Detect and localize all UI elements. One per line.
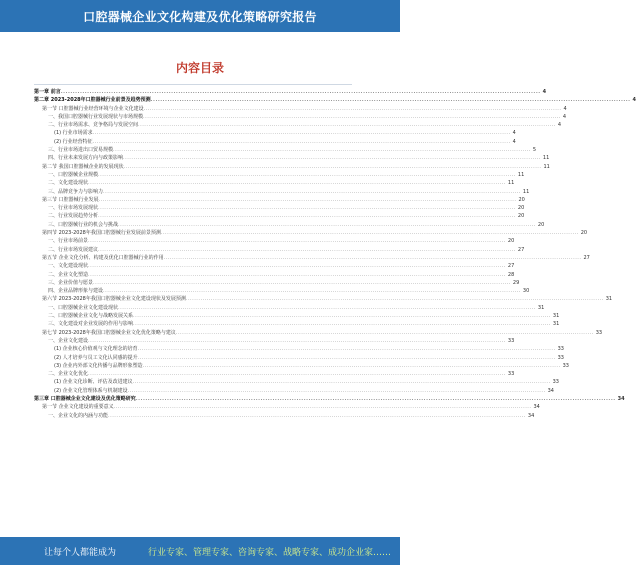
toc-entry-page: 20 <box>580 230 588 237</box>
report-footer <box>0 537 400 565</box>
toc-entry-page: 27 <box>507 263 515 270</box>
toc-leader-dots: ........................................................................................................................................................................................................ <box>132 379 551 386</box>
toc-entry-page: 20 <box>507 238 515 245</box>
toc-leader-dots: ........................................................................................................................................................................................................ <box>138 122 556 129</box>
toc-leader-dots: ........................................................................................................................................................................................................ <box>113 404 532 411</box>
toc-entry-page: 33 <box>557 346 564 353</box>
toc-entry-text: 四、行业未来发展方向与政策影响 <box>48 155 124 162</box>
toc-entry[interactable] <box>34 188 530 196</box>
toc-entry-page: 20 <box>517 205 525 212</box>
toc-entry-page: 33 <box>562 362 569 369</box>
table-of-contents <box>34 88 636 420</box>
toc-entry-text: 二、口腔器械企业文化与战略发展关系 <box>48 313 134 320</box>
toc-entry-page: 20 <box>517 213 525 220</box>
toc-entry-text: 第七节 2023-2028年我国口腔器械企业文化优化策略与建议 <box>42 329 176 336</box>
toc-entry[interactable] <box>34 354 564 362</box>
toc-entry[interactable] <box>34 403 540 411</box>
toc-entry-page: 31 <box>605 296 613 303</box>
toc-leader-dots: ........................................................................................................................................................................................................ <box>123 163 542 170</box>
toc-entry-page: 34 <box>533 404 540 411</box>
toc-entry[interactable] <box>34 395 625 403</box>
toc-leader-dots: ........................................................................................................................................................................................................ <box>103 188 521 195</box>
toc-entry-text: 一、我国口腔器械行业发展现状与市场规模 <box>48 113 144 120</box>
toc-entry-text: 一、企业文化建设 <box>48 337 89 344</box>
toc-entry-page: 33 <box>507 337 515 344</box>
toc-entry[interactable] <box>34 262 515 270</box>
toc-leader-dots: ........................................................................................................................................................................................................ <box>92 138 511 145</box>
toc-entry-page: 31 <box>537 304 545 311</box>
toc-entry[interactable] <box>34 229 588 237</box>
toc-entry-text: (2) 企业文化管理体系与机制建设 <box>54 387 128 394</box>
toc-entry[interactable] <box>34 138 516 146</box>
toc-entry-text: (1) 行业市场需求 <box>54 130 93 137</box>
toc-leader-dots: ........................................................................................................................................................................................................ <box>137 346 556 353</box>
toc-divider <box>34 84 352 85</box>
toc-entry[interactable] <box>34 370 515 378</box>
toc-entry-text: 一、行业市场前景 <box>48 238 89 245</box>
toc-entry-page: 34 <box>527 412 535 419</box>
toc-entry-page: 4 <box>557 122 562 129</box>
toc-entry-page: 31 <box>552 321 560 328</box>
toc-entry-page: 30 <box>522 288 530 295</box>
toc-entry[interactable] <box>34 113 567 121</box>
toc-entry-text: 第一章 前言 <box>34 89 61 95</box>
toc-entry[interactable] <box>34 320 560 328</box>
toc-entry[interactable] <box>34 362 569 370</box>
toc-entry-text: 一、文化建设现状 <box>48 263 89 270</box>
toc-entry-page: 34 <box>547 387 554 394</box>
toc-entry-page: 28 <box>507 271 515 278</box>
toc-entry-page: 29 <box>512 279 520 286</box>
toc-entry-page: 4 <box>542 89 547 95</box>
toc-entry-text: 第一节 企业文化建设的重要意义 <box>42 404 114 411</box>
toc-entry-page: 11 <box>522 188 530 195</box>
toc-leader-dots: ........................................................................................................................................................................................................ <box>160 230 579 237</box>
toc-entry-page: 4 <box>632 97 636 104</box>
toc-entry-text: 第三节 口腔器械行业发展 <box>42 196 99 203</box>
toc-entry-text: 第六节 2023-2028年我国口腔器械企业文化建设现状及发展预测 <box>42 296 186 303</box>
toc-leader-dots: ........................................................................................................................................................................................................ <box>150 97 631 104</box>
toc-leader-dots: ........................................................................................................................................................................................................ <box>108 412 526 419</box>
toc-entry-text: 第一节 口腔器械行业经营环境与企业文化建设 <box>42 105 144 112</box>
toc-entry[interactable] <box>34 154 550 162</box>
toc-entry[interactable] <box>34 171 525 179</box>
toc-leader-dots: ........................................................................................................................................................................................................ <box>93 279 511 286</box>
toc-entry[interactable] <box>34 337 515 345</box>
toc-entry[interactable] <box>34 279 520 287</box>
toc-entry-text: 三、文化建设对企业发展的作用与影响 <box>48 321 134 328</box>
toc-entry[interactable] <box>34 204 525 212</box>
toc-entry-text: 三、品牌竞争力与影响力 <box>48 188 104 195</box>
toc-heading: 内容目录 <box>175 61 224 75</box>
report-title: 口腔器械企业文化构建及优化策略研究报告 <box>83 9 317 24</box>
toc-entry[interactable] <box>34 121 562 129</box>
toc-entry-text: 三、口腔器械行业的机会与挑战 <box>48 221 119 228</box>
toc-entry[interactable] <box>34 179 515 187</box>
toc-entry-page: 4 <box>563 105 567 112</box>
toc-leader-dots: ........................................................................................................................................................................................................ <box>142 362 561 369</box>
toc-entry-page: 27 <box>583 254 590 261</box>
footer-slogan-right: 行业专家、管理专家、咨询专家、战略专家、成功企业家…… <box>148 547 392 558</box>
toc-entry-text: 二、行业市场需求、竞争格局与发展空间 <box>48 122 139 129</box>
toc-entry-page: 20 <box>518 196 525 203</box>
toc-entry-page: 4 <box>512 130 516 137</box>
toc-entry[interactable] <box>34 163 550 171</box>
toc-entry[interactable] <box>34 88 547 96</box>
toc-entry-text: (1) 企业文化诊断、评估及改进建议 <box>54 379 133 386</box>
toc-entry-text: 二、行业市场发展建议 <box>48 246 99 253</box>
toc-leader-dots: ........................................................................................................................................................................................................ <box>88 180 506 187</box>
toc-entry-text: 四、企业品牌形象与建设 <box>48 288 104 295</box>
toc-entry-text: 第五节 企业文化分析、构建及优化口腔器械行业的作用 <box>42 254 164 261</box>
toc-entry-page: 31 <box>552 313 560 320</box>
toc-entry-page: 34 <box>617 395 625 402</box>
toc-entry[interactable] <box>34 378 559 386</box>
toc-entry[interactable] <box>34 387 554 395</box>
toc-entry-page: 11 <box>507 180 515 187</box>
toc-entry-text: 一、口腔器械企业规模 <box>48 171 99 178</box>
toc-entry[interactable] <box>34 221 545 229</box>
toc-entry[interactable] <box>34 329 603 337</box>
toc-entry[interactable] <box>34 412 535 420</box>
toc-entry[interactable] <box>34 196 525 204</box>
toc-entry-page: 33 <box>507 371 515 378</box>
toc-entry-page: 33 <box>595 329 603 336</box>
toc-entry[interactable] <box>34 304 545 312</box>
toc-leader-dots: ........................................................................................................................................................................................................ <box>163 254 582 261</box>
toc-entry[interactable] <box>34 254 590 262</box>
toc-entry-text: 二、企业文化塑造 <box>48 271 89 278</box>
toc-leader-dots: ........................................................................................................................................................................................................ <box>98 196 517 203</box>
report-header <box>0 0 400 32</box>
toc-leader-dots: ........................................................................................................................................................................................................ <box>137 354 556 361</box>
toc-leader-dots: ........................................................................................................................................................................................................ <box>127 387 546 394</box>
toc-entry-page: 27 <box>517 246 525 253</box>
toc-leader-dots: ........................................................................................................................................................................................................ <box>143 105 562 112</box>
toc-entry-text: 二、企业文化优化 <box>48 371 89 378</box>
toc-entry[interactable] <box>34 271 515 279</box>
toc-leader-dots: ........................................................................................................................................................................................................ <box>185 296 604 303</box>
toc-entry-text: 一、口腔器械企业文化建设现状 <box>48 304 119 311</box>
toc-entry-text: 第二章 2023-2028年口腔器械行业前景及趋势预测 <box>34 97 151 104</box>
toc-entry-page: 4 <box>512 138 516 145</box>
toc-leader-dots: ........................................................................................................................................................................................................ <box>60 89 541 95</box>
toc-leader-dots: ........................................................................................................................................................................................................ <box>175 329 594 336</box>
toc-entry-text: 二、文化建设现状 <box>48 180 89 187</box>
toc-entry-page: 5 <box>532 147 537 154</box>
toc-entry-text: 一、行业市场发展现状 <box>48 205 99 212</box>
toc-entry-text: (3) 企业内外部文化传播与品牌形象塑造 <box>54 362 143 369</box>
toc-entry-page: 11 <box>542 155 550 162</box>
toc-entry-page: 33 <box>557 354 564 361</box>
toc-leader-dots: ........................................................................................................................................................................................................ <box>143 113 561 120</box>
toc-entry[interactable] <box>34 246 525 254</box>
toc-entry-text: (2) 人才培养与员工文化认同感的提升 <box>54 354 138 361</box>
toc-entry-page: 20 <box>537 221 545 228</box>
toc-leader-dots: ........................................................................................................................................................................................................ <box>88 271 506 278</box>
toc-entry-page: 33 <box>552 379 559 386</box>
toc-entry[interactable] <box>34 129 516 137</box>
toc-entry-text: (2) 行业经营特征 <box>54 138 93 145</box>
footer-slogan-left: 让每个人都能成为 <box>44 547 117 558</box>
toc-entry[interactable] <box>34 345 564 353</box>
toc-entry-text: (1) 企业核心价值观与文化理念的培育 <box>54 346 138 353</box>
toc-entry-text: 二、行业发展趋势分析 <box>48 213 99 220</box>
toc-entry[interactable] <box>34 105 567 113</box>
toc-leader-dots: ........................................................................................................................................................................................................ <box>133 313 551 320</box>
toc-leader-dots: ........................................................................................................................................................................................................ <box>135 395 616 402</box>
toc-leader-dots: ........................................................................................................................................................................................................ <box>98 246 516 253</box>
toc-entry-page: 4 <box>562 113 567 120</box>
toc-leader-dots: ........................................................................................................................................................................................................ <box>118 221 536 228</box>
toc-leader-dots: ........................................................................................................................................................................................................ <box>133 321 551 328</box>
toc-leader-dots: ........................................................................................................................................................................................................ <box>98 205 516 212</box>
toc-entry[interactable] <box>34 212 525 220</box>
toc-leader-dots: ........................................................................................................................................................................................................ <box>118 304 536 311</box>
toc-leader-dots: ........................................................................................................................................................................................................ <box>113 147 531 154</box>
toc-leader-dots: ........................................................................................................................................................................................................ <box>88 263 506 270</box>
toc-leader-dots: ........................................................................................................................................................................................................ <box>88 371 506 378</box>
toc-entry[interactable] <box>34 146 537 154</box>
toc-leader-dots: ........................................................................................................................................................................................................ <box>103 288 521 295</box>
toc-leader-dots: ........................................................................................................................................................................................................ <box>92 130 511 137</box>
toc-entry[interactable] <box>34 237 515 245</box>
toc-leader-dots: ........................................................................................................................................................................................................ <box>98 171 516 178</box>
toc-leader-dots: ........................................................................................................................................................................................................ <box>88 238 506 245</box>
toc-entry[interactable] <box>34 96 636 104</box>
toc-entry-page: 11 <box>517 171 525 178</box>
toc-entry-text: 第三章 口腔器械企业文化建设及优化策略研究 <box>34 395 136 402</box>
toc-entry-text: 一、企业文化的内涵与功能 <box>48 412 109 419</box>
toc-entry[interactable] <box>34 312 560 320</box>
toc-entry-text: 三、企业价值与愿景 <box>48 279 94 286</box>
toc-leader-dots: ........................................................................................................................................................................................................ <box>123 155 541 162</box>
toc-entry-text: 三、行业市场进出口贸易规模 <box>48 147 114 154</box>
toc-leader-dots: ........................................................................................................................................................................................................ <box>98 213 516 220</box>
toc-entry[interactable] <box>34 295 613 303</box>
toc-entry-page: 11 <box>543 163 550 170</box>
toc-entry[interactable] <box>34 287 530 295</box>
toc-entry-text: 第四节 2023-2028年我国口腔器械行业发展前景预测 <box>42 230 161 237</box>
toc-leader-dots: ........................................................................................................................................................................................................ <box>88 337 506 344</box>
toc-entry-text: 第二节 我国口腔器械企业的发展现状 <box>42 163 124 170</box>
